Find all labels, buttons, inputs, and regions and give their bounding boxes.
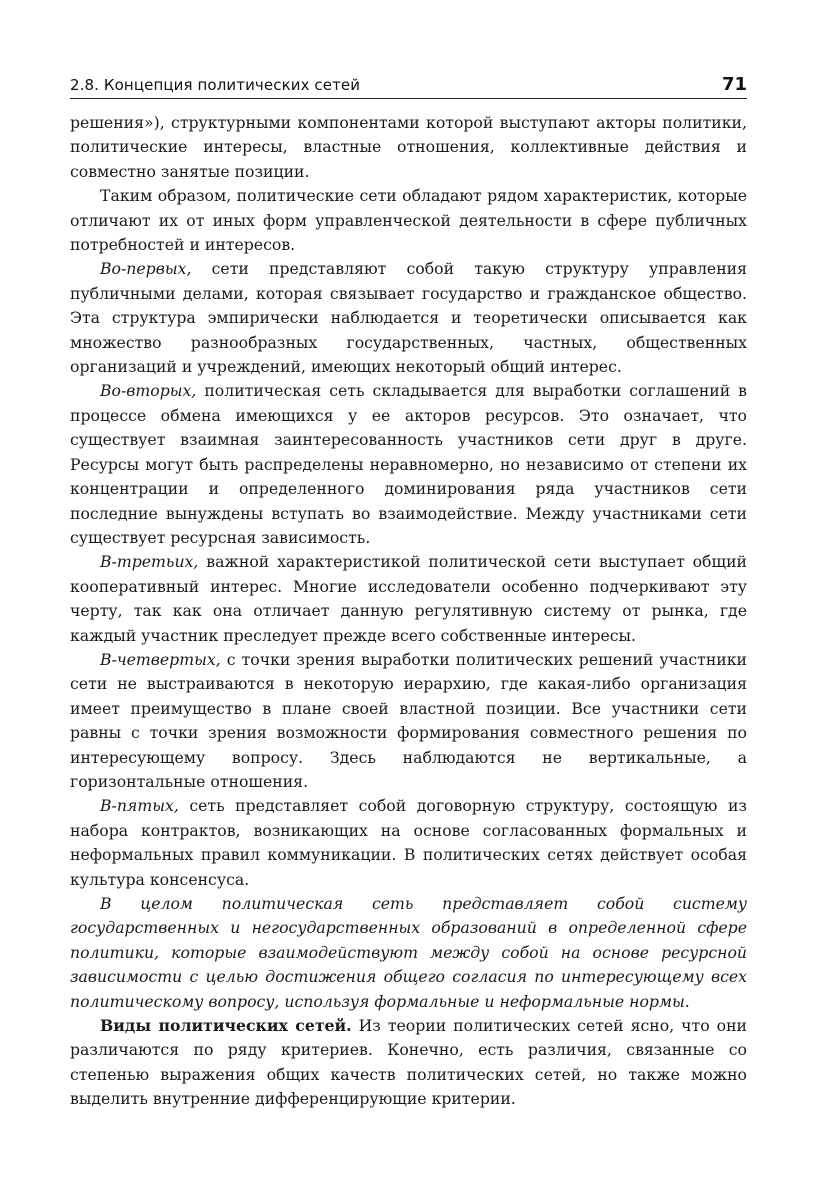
paragraph-text: решения»), структурными компонентами которой выступают акторы политики, политические интересы, властные отношения, коллективные действия и совместно занятые позиции. xyxy=(70,113,747,181)
body-text xyxy=(70,111,747,1112)
section-text: Из теории политических сетей ясно, что они различаются по ряду критериев. Конечно, есть различия, связанные со степенью выражения общих качеств политических сетей, но также можно выделить внутренние дифференцирующие критерии. xyxy=(70,1016,747,1109)
running-title: 2.8. Концепция политических сетей xyxy=(70,76,361,94)
running-header xyxy=(70,72,747,99)
paragraph-first xyxy=(70,257,747,379)
paragraph-text: политическая сеть складывается для выработки соглашений в процессе обмена имеющихся у ее акторов ресурсов. Это означает, что существует взаимная заинтересованность участников сети друг в друге. Ресурсы могут быть распределены неравномерно, но независимо от степени их концентрации и определенного доминирования ряда участников сети последние вынуждены вступать во взаимодействие. Между участниками сети существует ресурсная зависимость. xyxy=(70,381,747,547)
paragraph-continuation xyxy=(70,111,747,184)
paragraph-second xyxy=(70,379,747,550)
paragraph-lead: В-третьих, xyxy=(100,552,199,572)
paragraph-characteristics xyxy=(70,184,747,257)
paragraph-third xyxy=(70,550,747,648)
paragraph-lead: В-пятых, xyxy=(100,796,179,816)
paragraph-text: сеть представляет собой договорную структуру, состоящую из набора контрактов, возникающих на основе согласованных формальных и неформальных правил коммуникации. В политических сетях действует особая культура консенсуса. xyxy=(70,796,747,889)
paragraph-lead: В-четвертых, xyxy=(100,649,221,669)
section-types-paragraph xyxy=(70,1014,747,1112)
paragraph-text: Таким образом, политические сети обладают рядом характеристик, которые отличают их от иных форм управленческой деятельности в сфере публичных потребностей и интересов. xyxy=(70,186,747,255)
paragraph-text: важной характеристикой политической сети выступает общий кооперативный интерес. Многие исследователи особенно подчеркивают эту черту, так как она отличает данную регулятивную систему от рынка, где каждый участник преследует прежде всего собственные интересы. xyxy=(70,552,747,645)
section-heading: Виды политических сетей. xyxy=(100,1016,352,1036)
paragraph-text: с точки зрения выработки политических решений участники сети не выстраиваются в некоторую иерархию, где какая-либо организация имеет преимущество в плане своей властной позиции. Все участники сети равны с точки зрения возможности формирования совместного решения по интересующему вопросу. Здесь наблюдаются не вертикальные, а горизонтальные отношения. xyxy=(70,649,747,791)
page-number: 71 xyxy=(721,74,747,95)
paragraph-fourth xyxy=(70,648,747,794)
paragraph-lead: Во-вторых, xyxy=(100,381,197,401)
paragraph-fifth xyxy=(70,794,747,892)
paragraph-text: сети представляют собой такую структуру управления публичными делами, которая связывает государство и гражданское общество. Эта структура эмпирически наблюдается и теоретически описывается как множество разнообразных государственных, частных, общественных организаций и учреждений, имеющих некоторый общий интерес. xyxy=(70,259,747,377)
summary-definition: В целом политическая сеть представляет собой систему государственных и негосударственных образований в определенной сфере политики, которые взаимодействуют между собой на основе ресурсной зависимости с целью достижения общего согласия по интересующему всех политическому вопросу, используя формальные и неформальные нормы. xyxy=(70,894,747,1011)
paragraph-lead: Во-первых, xyxy=(100,259,192,279)
